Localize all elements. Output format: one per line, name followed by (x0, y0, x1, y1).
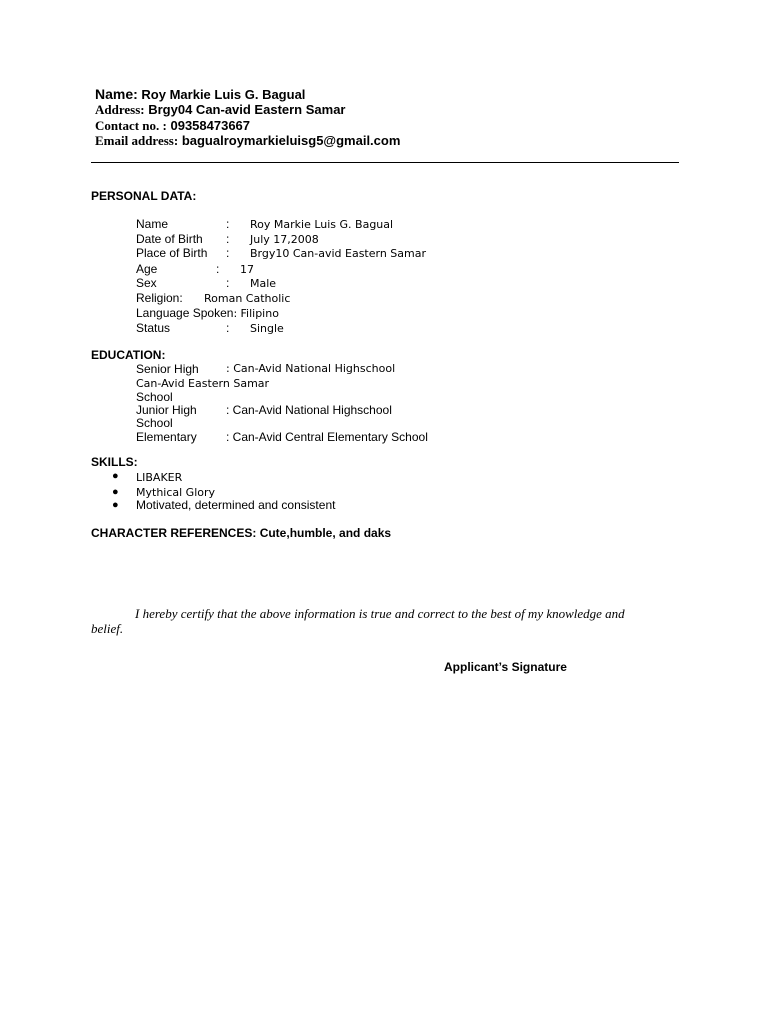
header-contact-line (95, 118, 250, 134)
pd-dob-value: July 17,2008 (250, 233, 319, 246)
pd-sex-label: Sex (136, 276, 157, 290)
edu-junior-school-word: School (136, 416, 173, 430)
pd-language-label: Language Spoken (136, 306, 234, 320)
email-value: bagualroymarkieluisg5@gmail.com (181, 133, 401, 148)
header-divider (91, 162, 679, 163)
character-references-label: CHARACTER REFERENCES: (91, 526, 257, 540)
pd-language-line (136, 306, 279, 320)
skill-item: LIBAKER (136, 471, 183, 484)
certification-text: I hereby certify that the above information is true and correct to the best of my knowledge and belief. (91, 606, 625, 636)
header-email-line (95, 133, 400, 149)
pd-name-value: Roy Markie Luis G. Bagual (250, 218, 394, 231)
pd-name-colon: : (226, 217, 230, 231)
pd-language-colon: : (233, 307, 238, 320)
pd-age-value: 17 (240, 263, 254, 276)
pd-sex-value: Male (250, 277, 277, 290)
certification-statement (91, 606, 651, 636)
pd-dob-colon: : (226, 232, 230, 246)
bullet-icon: ● (112, 499, 119, 511)
pd-pob-value: Brgy10 Can-avid Eastern Samar (250, 247, 427, 260)
edu-senior-label: Senior High (136, 362, 199, 376)
character-references (91, 526, 391, 540)
pd-religion-value: Roman Catholic (204, 292, 291, 305)
contact-value: 09358473667 (170, 118, 251, 133)
pd-name-label: Name (136, 217, 169, 231)
pd-pob-label: Place of Birth (136, 246, 208, 260)
pd-pob-colon: : (226, 246, 230, 260)
skill-item: Motivated, determined and consistent (136, 498, 336, 512)
education-title: EDUCATION: (91, 348, 166, 362)
header-address-line (95, 102, 346, 118)
personal-data-title: PERSONAL DATA: (91, 189, 197, 203)
name-label: Name: (95, 86, 138, 102)
pd-religion-label: Religion: (136, 291, 183, 305)
email-label: Email address: (95, 133, 179, 148)
pd-status-value: Single (250, 322, 284, 335)
edu-junior-value: : Can-Avid National Highschool (226, 403, 392, 417)
contact-label: Contact no. : (95, 118, 167, 133)
pd-status-label: Status (136, 321, 171, 335)
pd-dob-label: Date of Birth (136, 232, 203, 246)
edu-senior-location: Can-Avid Eastern Samar (136, 377, 270, 390)
edu-elementary-value: : Can-Avid Central Elementary School (226, 430, 428, 444)
address-label: Address: (95, 102, 145, 117)
character-references-value: Cute,humble, and daks (259, 526, 392, 540)
pd-language-value: Filipino (240, 307, 279, 320)
pd-age-colon: : (216, 262, 220, 276)
name-value: Roy Markie Luis G. Bagual (141, 87, 306, 102)
bullet-icon: ● (112, 470, 119, 482)
header-name-line (95, 86, 305, 102)
pd-status-colon: : (226, 321, 230, 335)
pd-sex-colon: : (226, 276, 230, 290)
bullet-icon: ● (112, 486, 119, 498)
edu-junior-label: Junior High (136, 403, 197, 417)
applicant-signature-label: Applicant’s Signature (444, 660, 567, 674)
skill-item: Mythical Glory (136, 486, 216, 499)
edu-senior-school-word: School (136, 390, 173, 404)
skills-title: SKILLS: (91, 455, 138, 469)
pd-age-label: Age (136, 262, 158, 276)
edu-elementary-label: Elementary (136, 430, 197, 444)
address-value: Brgy04 Can-avid Eastern Samar (148, 102, 346, 117)
edu-senior-value: : Can-Avid National Highschool (226, 362, 396, 375)
